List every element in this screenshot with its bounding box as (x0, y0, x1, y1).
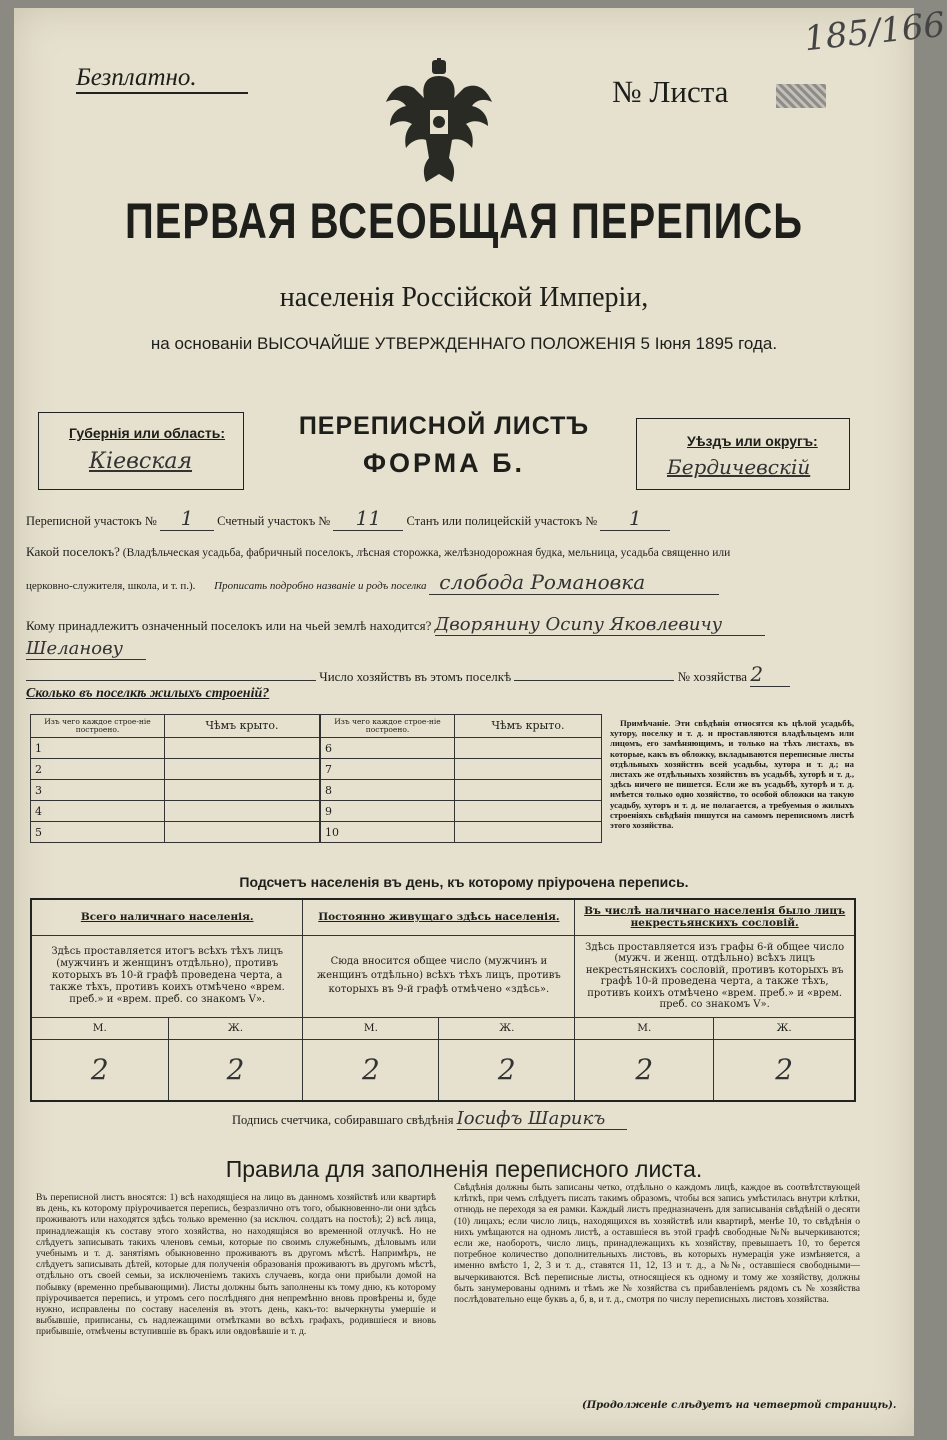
free-label: Безплатно. (76, 64, 197, 91)
district-value: Бердичевскій (667, 455, 811, 479)
settlement-line (26, 544, 730, 560)
dwellings-col-roof: Чѣмъ крыто. (455, 715, 602, 738)
rules-continued: (Продолженіе слѣдуетъ на четвертой страницѣ). (582, 1400, 897, 1411)
nonpeasant-male-value: 2 (575, 1039, 714, 1101)
table-row: 7 (321, 759, 602, 780)
settlement-description-2: церковно-служителя, школа, и т. п.). (26, 580, 196, 592)
signature-value: Іосифъ Шарикъ (457, 1108, 627, 1130)
census-sheet (14, 4, 947, 1436)
province-value: Кіевская (89, 449, 193, 474)
rules-right-column: Свѣдѣнія должны быть записаны четко, отдѣльно о каждомъ лицѣ, каждое въ соотвѣтствующей клѣткѣ, при чемъ слѣдуетъ писать такимъ образомъ, чтобы вся запись умѣстилась внутри клѣтки, отнюдь не переходя за ея рамки. Каждый листъ предназначенъ для записыванія свѣдѣній о десяти (10) лицахъ; если число лицъ, находящихся въ хозяйствѣ или квартирѣ, менѣе 10, то свѣдѣнія о нихъ умѣщаются на одномъ листѣ, а оставшіеся въ этой графѣ свободные №№ вычеркиваются; если же, наоборотъ, число лицъ, принадлежащихъ къ хозяйству, превышаетъ 10, то берется потребное количество дополнительныхъ листовъ, въ которыхъ нумерація уже измѣняется, а именно вмѣсто 1, 2, 3 и т. д., ставятся 11, 12, 13 и т. д., а №№, оставшіеся свободными—вычеркиваются. Всѣ переписные листы, относящіеся къ одному и тому же хозяйству, должны быть занумерованы однимъ и тѣмъ же № хозяйства съ прибавленіемъ рядомъ съ № хозяйства послѣдовательно еще буквъ а, б, в, и т. д., смотря по числу переписныхъ листовъ хозяйства. (454, 1182, 860, 1306)
police-district-value: 1 (600, 506, 670, 531)
sheet-number-label: № Листа (612, 74, 729, 109)
settlement-line-2 (26, 570, 719, 595)
owner-line (26, 614, 765, 636)
province-box (38, 412, 244, 490)
count-title: Подсчетъ населенія въ день, къ которому пріурочена перепись. (239, 874, 689, 890)
count-col-present: Всего наличнаго населенія. (31, 899, 303, 935)
table-row: 4 (31, 801, 320, 822)
table-row: 3 (31, 780, 320, 801)
count-desc-nonpeasant: Здѣсь проставляется изъ графы 6-й общее число (мужч. и женщ. отдѣльно) всѣхъ лицъ некрестьянскихъ сословій, противъ которыхъ въ графѣ 10-й проведена черта, а также тѣхъ, противъ коихъ отмѣчено «врем. преб.» и «врем. преб. со знакомъ V». (575, 935, 855, 1017)
present-female-value: 2 (168, 1039, 303, 1101)
signature-line (232, 1108, 627, 1130)
female-label: Ж. (168, 1017, 303, 1039)
note-head: Примѣчаніе. (620, 718, 671, 728)
note-text: Эти свѣдѣнія относятся къ цѣлой усадьбѣ, хутору, поселку и т. д. и проставляются владѣльцемъ или лицомъ, его замѣняющимъ, и только на тѣхъ листахъ, въ которые, какъ въ обложку, вкладываются переписные листы отдѣльныхъ хозяйствъ всей усадьбы, хутора и т. д.; на листахъ же отдѣльныхъ хозяйствъ въ усадьбѣ, хуторѣ и т. д., здѣсь ничего не пишется. Если же въ усадьбѣ, хуторѣ и т. д. имѣется только одно хозяйство, то особой обложки на такую усадьбу, хуторъ и т. д. не полагается, а требуемыя о жилыхъ строеніяхъ свѣдѣнія пишутся на самомъ переписномъ листѣ этого хозяйства. (610, 718, 854, 831)
household-number-value: 2 (750, 662, 790, 687)
settlement-description: (Владѣльческая усадьба, фабричный поселокъ, лѣсная сторожка, желѣзнодорожная будка, мельница, усадьба священно или (122, 547, 731, 559)
free-underline (76, 92, 248, 94)
owner-label: Кому принадлежитъ означенный поселокъ или на чьей землѣ находится? (26, 618, 432, 633)
district-label: Уѣздъ или округъ: (687, 433, 818, 449)
present-male-value: 2 (31, 1039, 168, 1101)
owner-line-2 (26, 638, 146, 660)
dwellings-label: Сколько въ поселкѣ жилыхъ строеній? (26, 686, 270, 701)
female-label: Ж. (714, 1017, 855, 1039)
form-subtitle: ФОРМА Б. (362, 448, 526, 478)
dwellings-table-right (320, 714, 602, 843)
count-col-nonpeasant: Въ числѣ наличнаго населенія было лицъ некрестьянскихъ сословій. (575, 899, 855, 935)
settlement-instruction: Прописать подробно названіе и родъ поселка (214, 580, 427, 592)
form-title: ПЕРЕПИСНОЙ ЛИСТЪ (298, 412, 590, 440)
count-col-permanent: Постоянно живущаго здѣсь населенія. (303, 899, 575, 935)
sheet-number-stamp (776, 84, 826, 108)
table-row: 9 (321, 801, 602, 822)
male-label: М. (575, 1017, 714, 1039)
male-label: М. (31, 1017, 168, 1039)
census-area-label: Переписной участокъ № (26, 514, 157, 528)
dwellings-table-left (30, 714, 320, 843)
households-line (26, 662, 790, 687)
census-subtitle: населенія Россійской Имперіи, (279, 282, 649, 313)
province-label: Губернія или область: (69, 425, 226, 441)
dwellings-note (610, 718, 854, 830)
settlement-value: слобода Романовка (429, 570, 719, 595)
rules-left-column: Въ переписной листъ вносятся: 1) всѣ находящіеся на лицо въ данномъ хозяйствѣ или квартирѣ въ день, къ которому пріурочивается перепись, безразлично отъ того, обыкновенно-ли они здѣсь проживаютъ или находятся здѣсь только временно (за исключ. солдатъ на постоѣ); 2) всѣ лица, принадлежащія къ составу этого хозяйства, но находящіяся во временной отлучкѣ. Но не слѣдуетъ записывать такихъ членовъ семьи, которые по своимъ служебнымъ, дѣловымъ или учебнымъ и т. д. занятіямъ обыкновенно проживаютъ въ другомъ мѣстѣ. Напримѣръ, не слѣдуетъ записывать дѣтей, которые для полученія образованія проживаютъ въ другомъ мѣстѣ, отдѣльно отъ своей семьи, за исключеніемъ такихъ случаевъ, когда они прибыли домой на побывку (временно пребывающими). Листы должны быть заполнены къ тому дню, къ которому пріурочивается перепись, и утромъ сего послѣдняго дня непремѣнно вновь провѣрены и, буде нужно, исправлены по составу населенія въ этотъ день, какъ-то: вычеркнуты умершіе и выбывшіе, приписаны, съ надлежащими отмѣтками во всѣхъ графахъ, родившіеся и вновь прибывшіе, отмѣчены вступившіе въ бракъ или овдовѣвшіе и т. д. (36, 1192, 436, 1338)
archive-number: 185/166 (802, 4, 947, 60)
census-area-value: 1 (160, 506, 214, 531)
nonpeasant-female-value: 2 (714, 1039, 855, 1101)
imperial-eagle-emblem (384, 58, 494, 188)
table-row: 2 (31, 759, 320, 780)
count-desc-present: Здѣсь проставляется итогъ всѣхъ тѣхъ лицъ (мужчинъ и женщинъ отдѣльно), противъ которыхъ въ 10-й графѣ проведена черта, а также тѣхъ, противъ коихъ отмѣчено «врем. преб.» и «врем. преб. со знакомъ V». (31, 935, 303, 1017)
permanent-female-value: 2 (439, 1039, 575, 1101)
owner-value-2: Шеланову (26, 638, 146, 660)
table-row: 1 (31, 738, 320, 759)
census-title: ПЕРВАЯ ВСЕОБЩАЯ ПЕРЕПИСЬ (125, 194, 803, 250)
permanent-male-value: 2 (303, 1039, 439, 1101)
population-count-table (30, 898, 856, 1102)
table-row: 5 (31, 822, 320, 843)
counting-area-value: 11 (333, 506, 403, 531)
rules-title: Правила для заполненія переписного листа. (225, 1156, 703, 1182)
signature-label: Подпись счетчика, собиравшаго свѣдѣнія (232, 1113, 454, 1127)
police-district-label: Станъ или полицейскій участокъ № (406, 514, 598, 528)
legal-basis: на основаніи ВЫСОЧАЙШЕ УТВЕРЖДЕННАГО ПОЛОЖЕНІЯ 5 Іюня 1895 года. (150, 334, 778, 353)
district-box (636, 418, 850, 490)
table-row: 10 (321, 822, 602, 843)
dwellings-col-material: Изъ чего каждое строе-ніе построено. (321, 715, 455, 738)
table-row: 8 (321, 780, 602, 801)
household-number-label: № хозяйства (677, 669, 748, 684)
dwellings-col-material: Изъ чего каждое строе-ніе построено. (31, 715, 165, 738)
counting-area-label: Счетный участокъ № (217, 514, 331, 528)
table-row: 6 (321, 738, 602, 759)
owner-value: Дворянину Осипу Яковлевичу (435, 614, 765, 636)
dwellings-col-roof: Чѣмъ крыто. (165, 715, 320, 738)
settlement-label: Какой поселокъ? (26, 544, 120, 559)
census-area-line (26, 506, 670, 531)
count-desc-permanent: Сюда вносится общее число (мужчинъ и женщинъ отдѣльно) всѣхъ тѣхъ лицъ, противъ которыхъ въ 9-й графѣ отмѣчено «здѣсь». (303, 935, 575, 1017)
female-label: Ж. (439, 1017, 575, 1039)
male-label: М. (303, 1017, 439, 1039)
households-count-label: Число хозяйствъ въ этомъ поселкѣ (319, 669, 512, 684)
